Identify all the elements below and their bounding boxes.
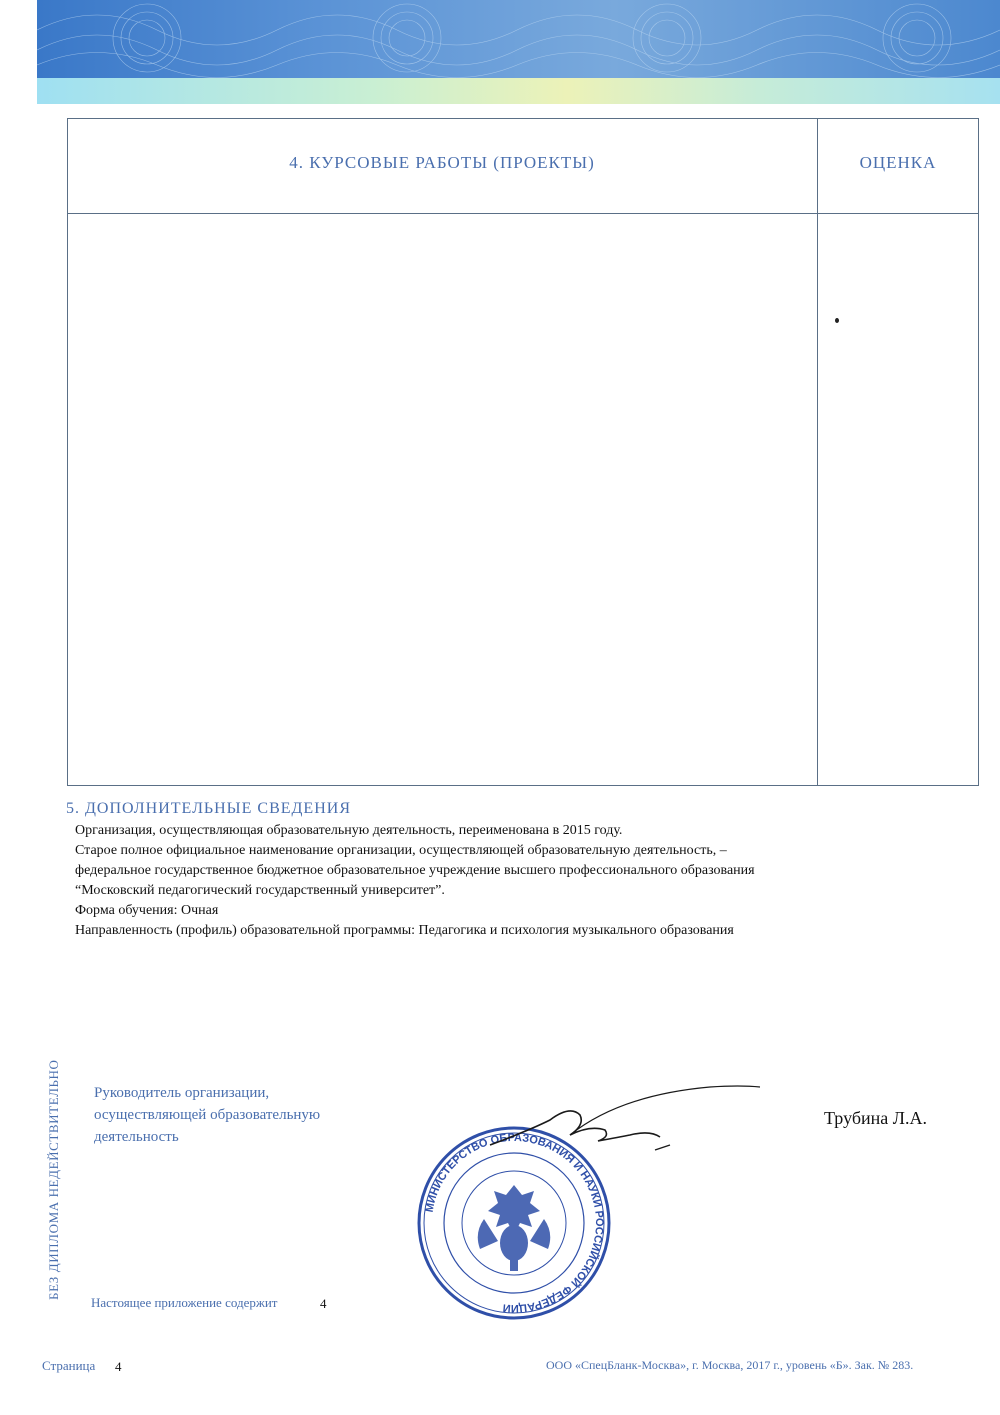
info-line: Направленность (профиль) образовательной программы: Педагогика и психология музыкального образования: [75, 923, 734, 938]
info-line: Старое полное официальное наименование организации, осуществляющей образовательную деятельность, –: [75, 843, 727, 858]
additional-info-title: 5. ДОПОЛНИТЕЛЬНЫЕ СВЕДЕНИЯ: [66, 800, 351, 817]
margin-note: БЕЗ ДИПЛОМА НЕДЕЙСТВИТЕЛЬНО: [46, 1059, 61, 1300]
printer-imprint: ООО «СпецБланк-Москва», г. Москва, 2017 г., уровень «Б». Зак. № 283.: [546, 1358, 914, 1372]
page-label: Страница: [42, 1358, 96, 1373]
signer-name: Трубина Л.А.: [824, 1108, 927, 1128]
table-column-divider: [817, 118, 818, 786]
handwritten-signature: [470, 1075, 770, 1175]
grade-header: ОЦЕНКА: [859, 153, 937, 172]
svg-text:МИНИСТЕРСТВО ОБРАЗОВАНИЯ И НАУ: МИНИСТЕРСТВО ОБРАЗОВАНИЯ И НАУКИ РОССИЙСКОЙ ФЕДЕРАЦИИ: [423, 1131, 606, 1315]
coursework-table: [67, 118, 979, 786]
info-line: Форма обучения: Очная: [75, 903, 219, 918]
contains-value: 4: [320, 1296, 327, 1311]
coursework-header: 4. КУРСОВЫЕ РАБОТЫ (ПРОЕКТЫ): [289, 153, 595, 172]
table-header-divider: [67, 213, 979, 214]
label-line: деятельность: [94, 1129, 179, 1145]
info-line: федеральное государственное бюджетное образовательное учреждение высшего профессионального образования: [75, 863, 755, 878]
info-line: Организация, осуществляющая образовательную деятельность, переименована в 2015 году.: [75, 823, 623, 838]
additional-info-text: [75, 821, 955, 941]
label-line: осуществляющей образовательную: [94, 1107, 321, 1123]
ink-speck: [835, 318, 839, 323]
page-number: 4: [115, 1359, 122, 1374]
label-line: Руководитель организации,: [94, 1085, 270, 1101]
info-line: “Московский педагогический государственный университет”.: [75, 883, 445, 898]
contains-label: Настоящее приложение содержит: [91, 1295, 278, 1310]
head-of-organization-label: [94, 1082, 320, 1148]
guilloche-band: [37, 78, 1000, 104]
